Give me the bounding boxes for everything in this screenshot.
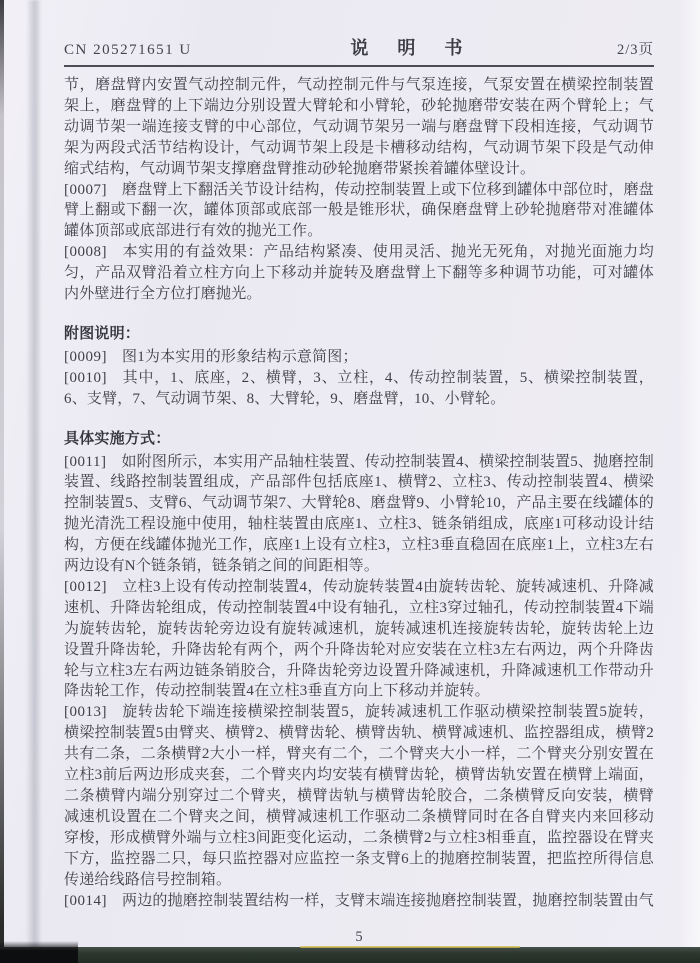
paragraph	[64, 242, 654, 305]
paragraph	[64, 452, 654, 577]
paragraph	[64, 368, 654, 410]
paragraph-number: [0013]	[64, 704, 107, 721]
section-heading: 附图说明：	[64, 324, 141, 342]
scan-bottom-bar	[0, 947, 700, 963]
paragraph-text: 旋转齿轮下端连接横梁控制装置5，旋转减速机工作驱动横梁控制装置5旋转，横梁控制装置5由臂夹、横臂2、横臂齿轮、横臂齿轨、横臂减速机、监控器组成，横臂2共有二条，二条横臂2大小一样，臂夹有二个，二个臂夹大小一样，二个臂夹分别安置在立柱3前后两边形成夹套，二个臂夹内均安装有横臂齿轮，横臂齿轨安置在横臂上端面，二条横臂内端分别穿过二个臂夹，横臂齿轨与横臂齿轮胶合，二条横臂反向安装，横臂减速机设置在二个臂夹之间，横臂减速机工作驱动二条横臂同时在各自臂夹内来回移动穿梭，形成横臂外端与立柱3间距变化运动，二条横臂2与立柱3相垂直，监控器设在臂夹下方，监控器二只，每只监控器对应监控一条支臂6上的抛磨控制装置，把监控所得信息传递给线路信号控制箱。	[64, 704, 654, 888]
document-header	[64, 0, 654, 60]
paragraph	[64, 702, 654, 890]
paragraph	[64, 891, 654, 912]
body-text	[64, 75, 654, 911]
section-heading: 具体实施方式：	[64, 429, 171, 447]
paragraph-number: [0014]	[64, 892, 107, 909]
page-spine-shadow	[26, 0, 42, 963]
paragraph-text: 立柱3上设有传动控制装置4，传动旋转装置4由旋转齿轮、旋转减速机、升降减速机、升降齿轮组成，传动控制装置4中设有轴孔，立柱3穿过轴孔，传动控制装置4下端为旋转齿轮，旋转齿轮旁边设有旋转减速机，旋转减速机连接旋转齿轮，旋转齿轮上边设置升降齿轮，升降齿轮有两个，两个升降齿轮对应安装在立柱3左右两边，两个升降齿轮与立柱3左右两边链条销胶合，升降齿轮旁边设置升降减速机，升降减速机工作带动升降齿轮工作，传动控制装置4在立柱3垂直方向上下移动并旋转。	[64, 578, 654, 700]
header-rule	[64, 65, 654, 67]
paragraph-number: [0011]	[64, 453, 107, 470]
scan-left-edge	[0, 0, 4, 963]
page-content	[64, 0, 654, 946]
paragraph	[64, 180, 654, 243]
paragraph	[64, 347, 654, 368]
paragraph-number: [0012]	[64, 578, 107, 595]
page-right-edge	[678, 0, 700, 963]
paragraph-number: [0008]	[64, 244, 107, 261]
paragraph-number: [0009]	[64, 348, 107, 365]
document-title: 说 明 书	[350, 38, 471, 58]
publication-number: CN 205271651 U	[64, 42, 192, 58]
paragraph	[64, 75, 654, 180]
scan-artifact-line	[300, 946, 520, 948]
page-indicator: 2/3页	[616, 42, 654, 58]
scan-bottom-bar-corner	[0, 941, 78, 963]
paragraph-number: [0010]	[64, 369, 107, 386]
paragraph-text: 两边的抛磨控制装置结构一样，支臂末端连接抛磨控制装置，抛磨控制装置由气	[122, 892, 655, 909]
page-number: 5	[355, 929, 363, 946]
paragraph-text: 如附图所示，本实用产品轴柱装置、传动控制装置4、横梁控制装置5、抛磨控制装置、线路控制装置组成，产品部件包括底座1、横臂2、立柱3、传动控制装置4、横梁控制装置5、支臂6、气动调节架7、大臂轮8、磨盘臂9、小臂轮10，产品主要在线罐体的抛光清洗工程设施中使用，轴柱装置由底座1、立柱3、链条销组成，底座1可移动设计结构，方便在线罐体抛光工作，底座1上设有立柱3，立柱3垂直稳固在底座1上，立柱3左右两边设有N个链条销，链条销之间的间距相等。	[64, 453, 654, 575]
paragraph-text: 节，磨盘臂内安置气动控制元件，气动控制元件与气泵连接，气泵安置在横梁控制装置架上，磨盘臂的上下端边分别设置大臂轮和小臂轮，砂轮抛磨带安装在两个臂轮上；气动调节架一端连接支臂的中心部位，气动调节架另一端与磨盘臂下段相连接，气动调节架为两段式活节结构设计，气动调节架上段是卡槽移动结构，气动调节架下段是气动伸缩式结构，气动调节架支撑磨盘臂推动砂轮抛磨带紧挨着罐体壁设计。	[64, 77, 654, 177]
document-footer	[64, 929, 654, 946]
paragraph-text: 磨盘臂上下翻活关节设计结构，传动控制装置上或下位移到罐体中部位时，磨盘臂上翻或下翻一次，罐体顶部或底部一般是锥形状，确保磨盘臂上砂轮抛磨带对准罐体罐体顶部或底部进行有效的抛光工作。	[64, 181, 655, 240]
paragraph-text: 其中，1、底座，2、横臂，3、立柱，4、传动控制装置，5、横梁控制装置，6、支臂，7、气动调节架、8、大臂轮，9、磨盘臂，10、小臂轮。	[64, 369, 654, 407]
paragraph-text: 本实用的有益效果：产品结构紧凑、使用灵活、抛光无死角，对抛光面施力均匀，产品双臂沿着立柱方向上下移动并旋转及磨盘臂上下翻等多种调节功能，可对罐体内外壁进行全方位打磨抛光。	[64, 244, 654, 303]
paragraph-number: [0007]	[64, 181, 107, 198]
paragraph	[64, 577, 654, 702]
paragraph-text: 图1为本实用的形象结构示意简图；	[122, 348, 358, 365]
